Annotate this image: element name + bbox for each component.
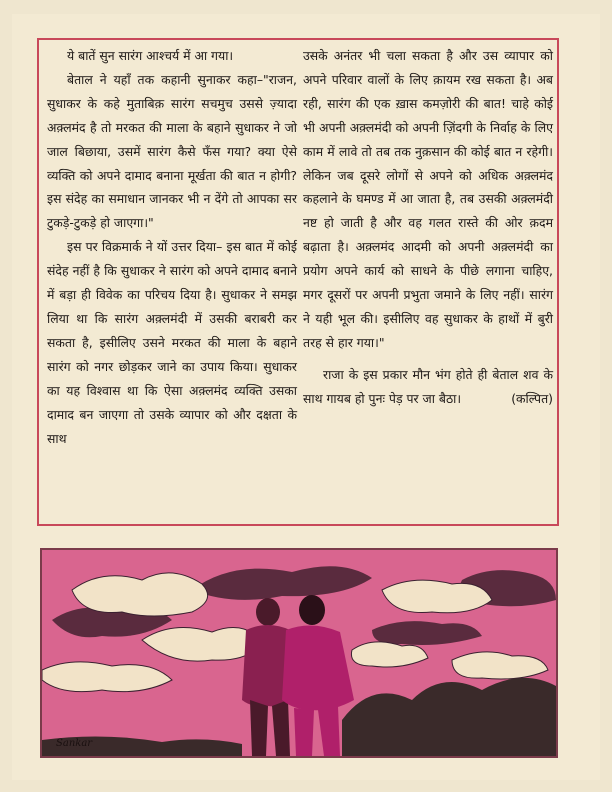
credit-label: (कल्पित)	[511, 390, 553, 406]
story-illustration	[40, 548, 558, 758]
cloud	[72, 573, 208, 616]
figure-leg	[294, 708, 314, 756]
illustration-scene	[42, 550, 556, 756]
figure-head	[256, 598, 280, 626]
figure-head	[299, 595, 325, 625]
paragraph	[303, 363, 553, 411]
paragraph: इस पर विक्रमार्क ने यों उत्तर दिया– इस बात में कोई संदेह नहीं है कि सुधाकर ने सारंग को अपने दामाद बनाने में बड़ा ही विवेक का परिचय दिया है। सुधाकर ने समझ लिया था कि सारंग अक़्लमंदी में उसकी बराबरी कर सकता है, इसीलिए उसने मरकत की माला के बहाने सारंग को नगर छोड़कर जाने का उपाय किया। सुधाकर का यह विश्वास था कि ऐसा अक़्लमंद व्यक्ति उसका दामाद बन जाएगा तो उसके व्यापार को और दक्षता के साथ	[47, 239, 297, 446]
story-text-box	[37, 38, 559, 526]
artist-signature: Sankar	[56, 738, 93, 749]
figure-leg	[250, 700, 268, 756]
paragraph-text: राजा के इस प्रकार मौन भंग होते ही बेताल शव के साथ गायब हो पुनः पेड़ पर जा बैठा।	[303, 366, 553, 406]
left-column	[47, 44, 297, 450]
paragraph: ये बातें सुन सारंग आश्चर्य में आ गया।	[67, 48, 234, 63]
cloud	[382, 580, 492, 613]
paragraph: बेताल ने यहाँ तक कहानी सुनाकर कहा–"राजन, सुधाकर के कहे मुताबिक़ सारंग सचमुच उससे ज़्यादा अक़्लमंद है तो मरकत की माला के बहाने सुधाकर ने जो जाल बिछाया, उसमें सारंग कैसे फँस गया? क्या ऐसे व्यक्ति को अपने दामाद बनाना मूर्खता की बात न होगी? इस संदेह का समाधान जानकर भी न देंगे तो आपका सर टुकड़े-टुकड़े हो जाएगा।"	[47, 71, 297, 231]
paragraph: उसके अनंतर भी चला सकता है और उस व्यापार को अपने परिवार वालों के लिए क़ायम रख सकता है। अब रही, सारंग की एक ख़ास कमज़ोरी की बात! चाहे कोई भी अपनी अक़्लमंदी को अपनी ज़िंदगी के निर्वाह के लिए काम में लावे तो तब तक नुक़सान की कोई बात न रहेगी। लेकिन जब दूसरे लोगों से अपने को अधिक अक़्लमंद कहलाने के घमण्ड में आ जाता है, तब उसकी अक़्लमंदी नष्ट हो जाती है और वह गलत रास्ते की ओर क़दम बढ़ाता है। अक़्लमंद आदमी को अपनी अक़्लमंदी का प्रयोग अपने कार्य को साधने के पीछे लगाना चाहिए, मगर दूसरों पर अपनी प्रभुता जमाने के लिए नहीं। सारंग ने यही भूल की। इसीलिए वह सुधाकर के हाथों में बुरी तरह से हार गया।"	[303, 48, 553, 350]
right-column	[303, 44, 553, 411]
